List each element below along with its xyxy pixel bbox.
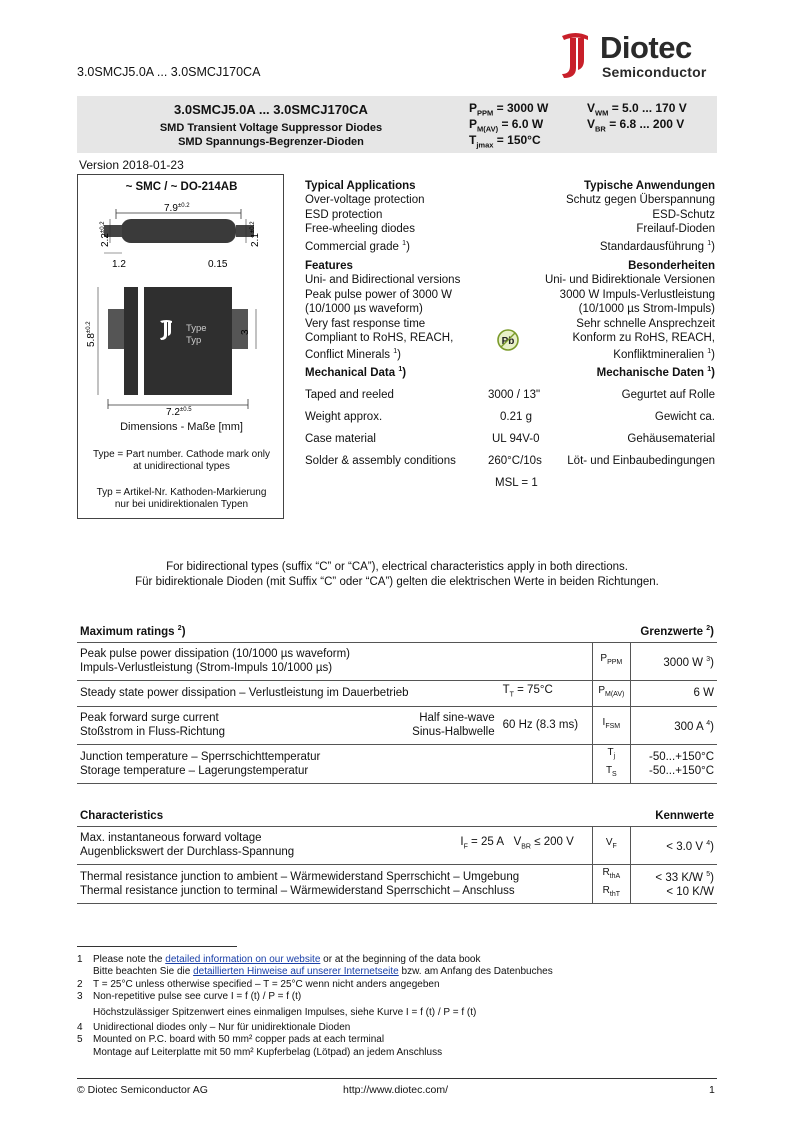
mechanical-heading-en: Mechanical Data $^1$) (305, 366, 407, 379)
list-item: Peak pulse power of 3000 W (305, 288, 453, 301)
dim-total: $7.2^{\pm 0.5}$ (166, 407, 192, 417)
list-item: Over-voltage protection (305, 194, 425, 207)
mech-value: UL 94V-0 (492, 433, 540, 445)
table-row: Max. instantaneous forward voltage Augenblickswert der Durchlass-Spannung $I_F = 25$ A $V_{BR} \le 200$ V $V_F$ < 3.0 V $^4$) (77, 826, 717, 864)
msl-value: MSL = 1 (495, 477, 538, 489)
list-item: Conflict Minerals $^1$) (305, 348, 401, 362)
list-item: Uni- und Bidirektionale Versionen (544, 274, 715, 287)
list-item: Sehr schnelle Ansprechzeit (576, 317, 715, 330)
mech-label-en: Taped and reeled (305, 389, 394, 401)
type-note-de: Typ = Artikel-Nr. Kathoden-Markierung nur bei unidirektionalen Typen (96, 487, 267, 510)
diotec-logo (558, 30, 723, 80)
mech-label-de: Gewicht ca. (654, 411, 715, 423)
list-item: Free-wheeling diodes (305, 223, 415, 236)
title: 3.0SMCJ5.0A ... 3.0SMCJ170CA (174, 102, 368, 117)
website-link-de[interactable]: detaillierten Hinweise auf unserer Internetseite (193, 966, 399, 978)
bidirectional-note-de: Für bidirektionale Dioden (mit Suffix “C” oder “CA”) gelten die elektrischen Werte in beiden Richtungen. (135, 576, 659, 588)
dim-height-right: $2.1^{\pm 0.2}$ (250, 221, 261, 247)
list-item: (10/1000 µs Strom-Impuls) (578, 303, 715, 316)
applications-heading-en: Typical Applications (305, 180, 416, 192)
package-title: ~ SMC / ~ DO-214AB (125, 181, 238, 193)
table-row: Steady state power dissipation – Verlustleistung im Dauerbetrieb $T_T = 75^\circ C$ $P_{M(AV)}$ 6 W (77, 680, 717, 706)
characteristics-heading-de: Kennwerte (592, 806, 717, 826)
list-item: Konform zu RoHS, REACH, (572, 332, 715, 345)
header-part-range: 3.0SMCJ5.0A ... 3.0SMCJ170CA (77, 65, 261, 79)
subtitle-de: SMD Spannungs-Begrenzer-Dioden (178, 136, 364, 148)
footnote-2: 2 T = 25°C unless otherwise specified – T = 25°C wenn nicht anders angegeben (77, 978, 440, 990)
package-box (77, 174, 284, 519)
spec-tjmax: $T_{jmax} = 150^\circ C$ (469, 133, 541, 150)
list-item: Standardausführung $^1$) (599, 239, 715, 253)
table-header: Maximum ratings $^2$) Grenzwerte $^2$) (77, 620, 717, 642)
dim-thickness: 0.15 (208, 259, 228, 270)
mech-label-de: Gegurtet auf Rolle (621, 389, 715, 401)
page-number: 1 (709, 1084, 715, 1096)
footnote-divider (77, 946, 237, 947)
dim-length: $7.9^{\pm 0.2}$ (164, 203, 190, 214)
list-item: Konfliktmineralien $^1$) (613, 348, 715, 362)
spec-vbr: $V_{BR} = 6.8$ ... 200 V (587, 117, 685, 134)
applications-heading-de: Typische Anwendungen (584, 180, 715, 192)
spec-pppm: $P_{PPM} = 3000$ W (469, 101, 549, 118)
max-ratings-heading-de: Grenzwerte (640, 626, 704, 639)
type-label-en: Type (186, 323, 207, 334)
list-item: 3000 W Impuls-Verlustleistung (559, 288, 715, 301)
list-item: ESD protection (305, 208, 383, 221)
bidirectional-note-en: For bidirectional types (suffix “C” or “CA”), electrical characteristics apply in both directions. (166, 561, 628, 573)
package-drawing (78, 197, 283, 417)
list-item: Uni- and Bidirectional versions (305, 274, 461, 287)
dimensions-caption: Dimensions - Maße [mm] (120, 421, 243, 433)
mech-label-de: Gehäusematerial (627, 433, 715, 445)
mechanical-heading-de: Mechanische Daten $^1$) (596, 366, 715, 379)
mech-label-en: Case material (305, 433, 376, 445)
table-row: Junction temperature – Sperrschichttemperatur Storage temperature – Lagerungstemperatur $T_j$ $T_S$ -50...+150°C -50...+150°C (77, 744, 717, 783)
website-link[interactable]: detailed information on our website (165, 954, 321, 965)
table-row: Thermal resistance junction to ambient – Wärmewiderstand Sperrschicht – Umgebung Thermal resistance junction to terminal – Wärmewiderstand Sperrschicht – Anschluss $R_{thA}$ $R_{thT}$ < 33 K/W $^5$) < 10 K/W (77, 864, 717, 903)
list-item: Freilauf-Dioden (636, 223, 715, 236)
list-item: Very fast response time (305, 317, 426, 330)
max-ratings-table (77, 620, 717, 784)
footer-url[interactable]: http://www.diotec.com/ (343, 1084, 449, 1096)
characteristics-table (77, 806, 717, 904)
mech-label-en: Solder & assembly conditions (305, 455, 456, 467)
diotec-logo-icon (558, 30, 594, 80)
list-item: Compliant to RoHS, REACH, (305, 332, 454, 345)
subtitle-en: SMD Transient Voltage Suppressor Diodes (159, 122, 383, 134)
svg-text:Pb: Pb (501, 336, 515, 347)
footnote-1: 1 Please note the detailed information on our website or at the beginning of the data book Bitte beachten Sie die detaillierten Hinweise auf unserer Internetseite bzw. am Anfang des Datenbuches 2 T = 25°C unless otherwise specified – T = 25°C wenn nicht anders angegeben 3 Non-repetitive pulse see curve I = f (t) / P = f (t) Höchstzulässiger Spitzenwert eines einmaligen Impulses, siehe Kurve I = f (t) / P = f (t) 4 Unidirectional diodes only – Nur für unidirektionale Dioden 5 Mounted on P.C. board with 50 mm² copper pads at each terminal Montage auf Leiterplatte mit 50 mm² Kupferbelag (Lötpad) an jedem Anschluss (77, 954, 553, 1058)
list-item: (10/1000 µs waveform) (305, 303, 423, 316)
type-label-de: Typ (186, 335, 202, 346)
mech-value: 260°C/10s (488, 455, 542, 467)
version: Version 2018-01-23 (79, 158, 184, 172)
list-item: Schutz gegen Überspannung (566, 194, 715, 207)
features-heading-en: Features (305, 260, 353, 272)
footer-divider (77, 1078, 717, 1079)
footnote-5: 5 Mounted on P.C. board with 50 mm² copper pads at each terminal (77, 1034, 385, 1046)
table-row: Peak forward surge current Half sine-wave Stoßstrom in Fluss-Richtung Sinus-Halbwelle 60 Hz (8.3 ms) $I_{FSM}$ 300 A $^4$) (77, 706, 717, 744)
dim-height-left: $2.2^{\pm 0.2}$ (100, 221, 111, 247)
list-item: ESD-Schutz (652, 208, 715, 221)
footnote-3: 3 Non-repetitive pulse see curve I = f (t) / P = f (t) (77, 991, 302, 1003)
dim-lead: 1.2 (112, 259, 126, 270)
type-note-en: Type = Part number. Cathode mark only at unidirectional types (92, 449, 271, 472)
mech-value: 0.21 g (500, 411, 532, 423)
title-bar (77, 96, 717, 153)
features-heading-de: Besonderheiten (628, 260, 715, 272)
footer-copyright: © Diotec Semiconductor AG (77, 1084, 208, 1096)
logo-subtitle: Semiconductor (602, 64, 707, 80)
applications-de (460, 179, 715, 254)
characteristics-heading-en: Characteristics (77, 806, 592, 826)
max-ratings-heading-en: Maximum ratings (80, 626, 175, 639)
dim-pad: 3 (240, 329, 251, 335)
logo-name: Diotec (600, 30, 692, 65)
dim-width: $5.8^{\pm 0.2}$ (86, 321, 97, 347)
list-item: Commercial grade $^1$) (305, 239, 410, 253)
table-header (77, 806, 717, 826)
mech-value: 3000 / 13" (488, 389, 541, 401)
spec-pmav: $P_{M(AV)} = 6.0$ W (469, 117, 544, 134)
spec-vwm: $V_{WM} = 5.0$ ... 170 V (587, 101, 687, 118)
mech-label-de: Löt- und Einbaubedingungen (567, 455, 715, 467)
footnote-4: 4 Unidirectional diodes only – Nur für unidirektionale Dioden (77, 1022, 351, 1034)
mech-label-en: Weight approx. (305, 411, 383, 423)
pb-free-icon (497, 329, 519, 351)
table-row: Peak pulse power dissipation (10/1000 µs waveform) Impuls-Verlustleistung (Strom-Impuls 10/1000 µs) $P_{PPM}$ 3000 W $^3$) (77, 642, 717, 680)
